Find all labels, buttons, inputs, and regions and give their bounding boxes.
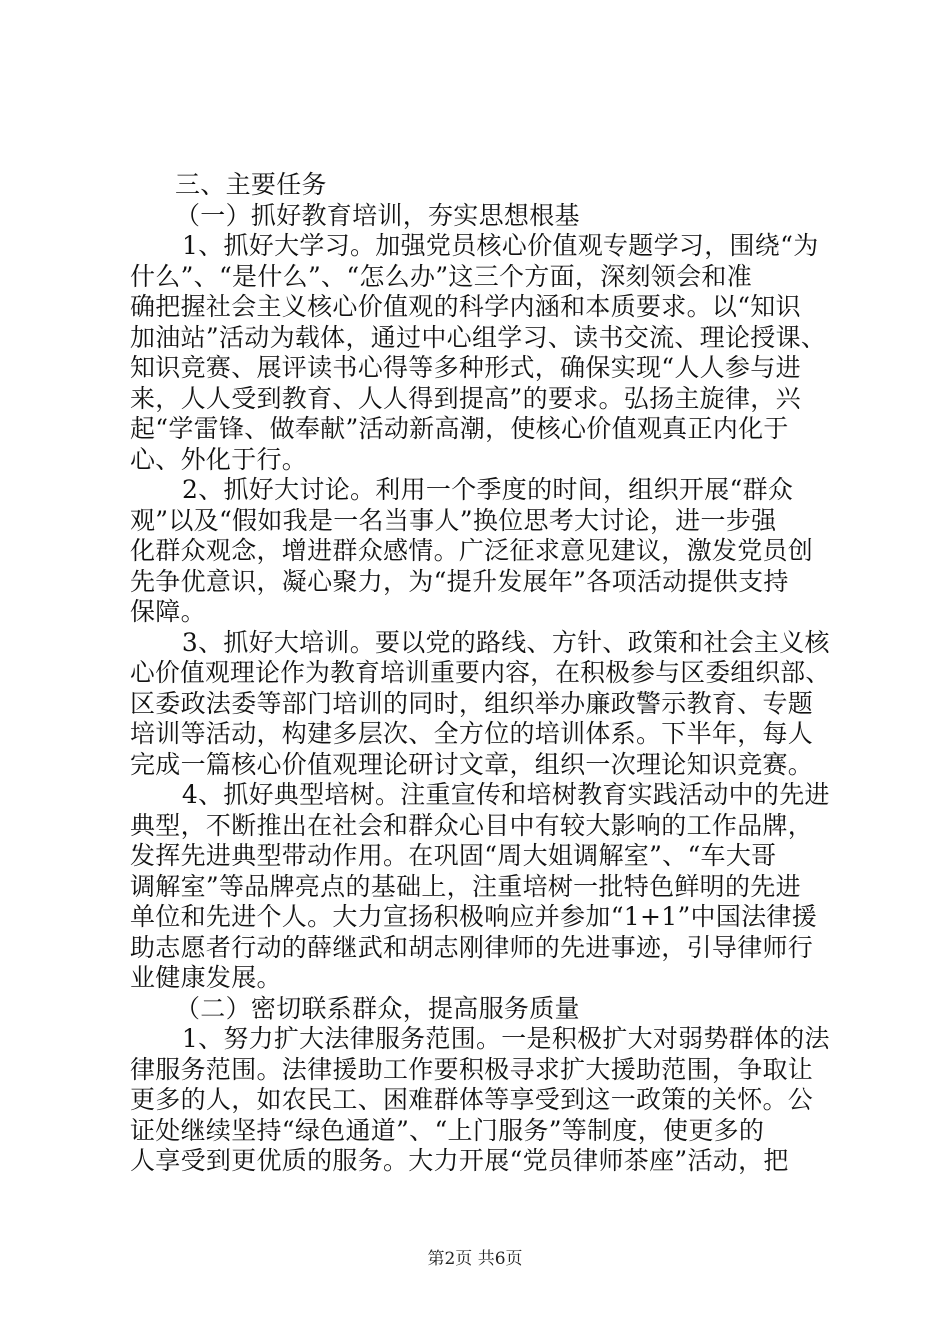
- text-line: 三、主要任务: [175, 170, 327, 199]
- text-line: 3、抓好大培训。要以党的路线、方针、政策和社会主义核: [181, 627, 830, 657]
- page-footer: 第2页 共6页: [427, 1249, 523, 1269]
- text-line: 保障。: [130, 597, 206, 626]
- text-line: 培训等活动，构建多层次、全方位的培训体系。下半年，每人: [130, 719, 814, 748]
- text-line: 业健康发展。: [130, 963, 282, 992]
- text-line: 人享受到更优质的服务。大力开展“党员律师茶座”活动，把: [130, 1146, 789, 1175]
- text-line: 起“学雷锋、做奉献”活动新高潮，使核心价值观真正内化于: [130, 414, 789, 443]
- text-line: 心价值观理论作为教育培训重要内容，在积极参与区委组织部、: [130, 658, 831, 687]
- text-line: 完成一篇核心价值观理论研讨文章，组织一次理论知识竞赛。: [130, 749, 814, 779]
- text-line: 调解室”等品牌亮点的基础上，注重培树一批特色鲜明的先进: [130, 871, 801, 901]
- text-line: 什么”、“是什么”、“怎么办”这三个方面，深刻领会和准: [130, 261, 753, 291]
- text-line: 1、抓好大学习。加强党员核心价值观专题学习，围绕“为: [182, 231, 819, 260]
- text-line: 4、抓好典型培树。注重宣传和培树教育实践活动中的先进: [181, 780, 830, 809]
- text-line: 证处继续坚持“绿色通道”、“上门服务”等制度，使更多的: [130, 1115, 765, 1145]
- text-line: 心、外化于行。: [130, 444, 308, 474]
- text-line: 先争优意识，凝心聚力，为“提升发展年”各项活动提供支持: [130, 566, 789, 596]
- text-line: 2、抓好大讨论。利用一个季度的时间，组织开展“群众: [182, 475, 794, 504]
- text-line: （一）抓好教育培训，夯实思想根基: [175, 200, 580, 230]
- text-line: 区委政法委等部门培训的同时，组织举办廉政警示教育、专题: [130, 688, 814, 718]
- text-line: 知识竞赛、展评读书心得等多种形式，确保实现“人人参与进: [130, 353, 801, 382]
- text-line: 助志愿者行动的薛继武和胡志刚律师的先进事迹，引导律师行: [130, 932, 814, 962]
- text-line: 确把握社会主义核心价值观的科学内涵和本质要求。以“知识: [130, 292, 801, 321]
- text-line: 1、努力扩大法律服务范围。一是积极扩大对弱势群体的法: [181, 1024, 830, 1053]
- text-line: （二）密切联系群众，提高服务质量: [175, 993, 580, 1023]
- text-line: 加油站”活动为载体，通过中心组学习、读书交流、理论授课、: [130, 322, 827, 352]
- document-body: [130, 170, 830, 1177]
- text-line: 律服务范围。法律援助工作要积极寻求扩大援助范围，争取让: [130, 1054, 814, 1084]
- text-line: 发挥先进典型带动作用。在巩固“周大姐调解室”、“车大哥: [130, 841, 777, 870]
- text-line: 典型，不断推出在社会和群众心目中有较大影响的工作品牌，: [130, 810, 814, 840]
- text-line: 观”以及“假如我是一名当事人”换位思考大讨论，进一步强: [130, 505, 777, 535]
- text-line: 单位和先进个人。大力宣扬积极响应并参加“1+1”中国法律援: [130, 902, 818, 931]
- text-line: 化群众观念，增进群众感情。广泛征求意见建议，激发党员创: [130, 536, 814, 565]
- text-line: 更多的人，如农民工、困难群体等享受到这一政策的关怀。公: [130, 1085, 814, 1114]
- text-line: 来，人人受到教育、人人得到提高”的要求。弘扬主旋律，兴: [130, 383, 801, 413]
